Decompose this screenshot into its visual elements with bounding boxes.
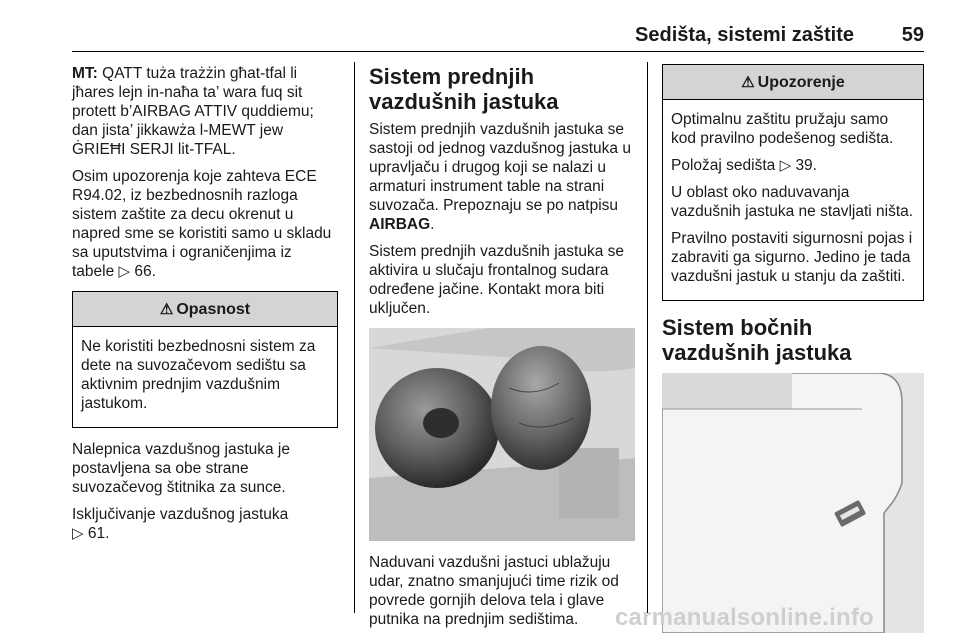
column-divider <box>354 62 355 613</box>
side-airbag-illustration <box>662 373 924 633</box>
warning-box <box>662 64 924 301</box>
watermark-text: carmanualsonline.info <box>615 604 874 631</box>
warning-text-3: U oblast oko naduvavanja vazdušnih jastuka ne stavljati ništa. <box>671 184 914 220</box>
reference-arrow-icon: ▷ <box>779 157 792 174</box>
warning-text-1: Optimalnu zaštitu pružaju samo kod pravilno podešenog sedišta. <box>671 111 894 147</box>
label-paragraph: Nalepnica vazdušnog jastuka je postavljena sa obe strane suvozačevog štitnika za sunce. <box>72 441 290 496</box>
chapter-title: Sedišta, sistemi zaštite <box>635 24 854 46</box>
front-airbags-illustration <box>369 328 635 541</box>
front-airbag-description: Sistem prednjih vazdušnih jastuka se sastoji od jednog vazdušnog jastuka u upravljaču i drugog koji se nalazi u armaturi instrument table na strani suvozača. Prepoznaju se po natpisu AIRBAG. <box>369 121 631 233</box>
airbag-illustration <box>369 328 635 541</box>
ece-paragraph: Osim upozorenja koje zahteva ECE R94.02, iz bezbednosnih razloga sistem zaštite za decu okrenut u napred sme se koristiti samo u skladu sa uputstvima i ograničenjima iz tabele ▷ 66. <box>72 168 332 280</box>
section-heading-side-airbags: Sistem bočnih vazdušnih jastuka <box>662 315 852 365</box>
column-left <box>72 64 338 551</box>
warning-box-title: ⚠ Upozorenje <box>663 65 923 100</box>
reference-arrow-icon: ▷ <box>118 263 131 280</box>
maltese-warning: MT: QATT tuża trażżin għat-tfal li jħares lejn in-naħa ta’ wara fuq sit protett b’AIRBAG ATTIV quddiemu; dan jista’ jikkawża l-MEWT jew ĠRIEĦI SERJI lit-TFAL. <box>72 65 314 158</box>
section-heading-front-airbags: Sistem prednjih vazdušnih jastuka <box>369 64 559 114</box>
header-divider <box>72 51 924 52</box>
front-airbag-activation: Sistem prednjih vazdušnih jastuka se aktivira u slučaju frontalnog sudara određene jačine. Kontakt mora biti uključen. <box>369 243 625 317</box>
warning-text-4: Pravilno postaviti sigurnosni pojas i zabraviti ga sigurno. Jedino je tada vazdušni jastuk u stanju da zaštiti. <box>671 230 913 285</box>
column-middle <box>369 64 635 637</box>
danger-box-title: ⚠ Opasnost <box>73 292 337 327</box>
danger-box <box>72 291 338 428</box>
airbag-caption: Naduvani vazdušni jastuci ublažuju udar, znatno smanjujući time rizik od povrede gornjih delova tela i glave putnika na prednjim sedištima. <box>369 554 619 628</box>
danger-text: Ne koristiti bezbednosni sistem za dete na suvozačevom sedištu sa aktivnim prednjim vazdušnim jastukom. <box>81 338 316 412</box>
warning-triangle-icon: ⚠ <box>741 74 755 91</box>
seat-illustration <box>662 373 924 633</box>
column-right <box>662 64 924 633</box>
column-divider <box>647 62 648 613</box>
deactivation-paragraph: Isključivanje vazdušnog jastuka ▷ 61. <box>72 506 289 542</box>
page-number: 59 <box>901 24 924 46</box>
warning-triangle-icon: ⚠ <box>159 301 174 318</box>
warning-text-2: Položaj sedišta ▷ 39. <box>671 157 817 174</box>
reference-arrow-icon: ▷ <box>72 525 84 542</box>
page-header <box>72 24 924 48</box>
